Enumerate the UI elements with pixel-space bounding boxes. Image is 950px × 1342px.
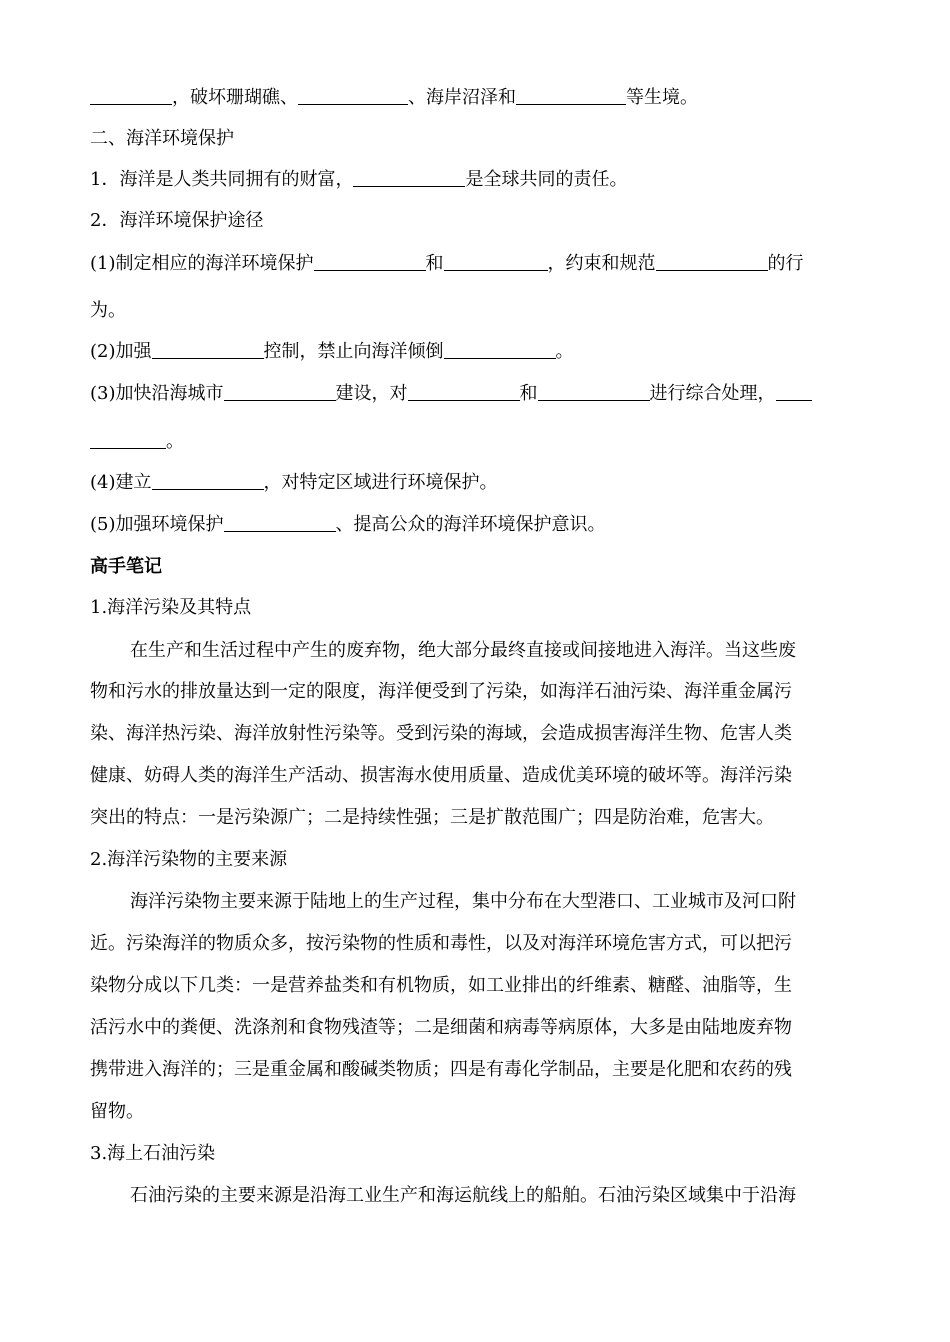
blank[interactable]	[152, 471, 264, 490]
blank[interactable]	[656, 252, 768, 271]
text: 。	[166, 431, 184, 452]
blank[interactable]	[224, 382, 336, 401]
paragraph-line: 海洋污染物主要来源于陆地上的生产过程，集中分布在大型港口、工业城市及河口附	[130, 891, 796, 912]
text: ，对特定区域进行环境保护。	[263, 472, 498, 493]
text-line: 2．海洋环境保护途径	[90, 210, 264, 231]
blank[interactable]	[224, 513, 336, 532]
text-line	[90, 168, 862, 192]
paragraph-line: 携带进入海洋的；三是重金属和酸碱类物质；四是有毒化学制品，主要是化肥和农药的残	[90, 1059, 792, 1080]
notes-section-title: 3.海上石油污染	[90, 1143, 216, 1164]
notes-section-title: 1.海洋污染及其特点	[90, 597, 252, 618]
text: 、海岸沼泽和	[408, 87, 516, 108]
text-line	[90, 340, 862, 364]
blank[interactable]	[408, 382, 520, 401]
text: ，约束和规范	[547, 253, 656, 274]
paragraph-line: 物和污水的排放量达到一定的限度，海洋便受到了污染，如海洋石油污染、海洋重金属污	[90, 681, 792, 702]
text: 。	[555, 341, 574, 362]
blank[interactable]	[90, 86, 172, 105]
text-line	[90, 430, 862, 454]
blank[interactable]	[444, 340, 556, 359]
paragraph-line: 健康、妨碍人类的海洋生产活动、损害海水使用质量、造成优美环境的破坏等。海洋污染	[90, 765, 792, 786]
paragraph-line: 近。污染海洋的物质众多，按污染物的性质和毒性，以及对海洋环境危害方式，可以把污	[90, 933, 792, 954]
notes-title: 高手笔记	[90, 556, 162, 577]
text: 建设，对	[335, 383, 408, 404]
text: (3)加快沿海城市	[90, 383, 224, 404]
blank[interactable]	[444, 252, 548, 271]
text-line	[90, 513, 862, 537]
text: 、提高公众的海洋环境保护意识。	[335, 514, 606, 535]
text-line	[90, 382, 862, 406]
text: 等生境。	[626, 87, 698, 108]
paragraph-line: 染、海洋热污染、海洋放射性污染等。受到污染的海域，会造成损害海洋生物、危害人类	[90, 723, 792, 744]
text: 的行	[767, 253, 804, 274]
paragraph-line: 在生产和生活过程中产生的废弃物，绝大部分最终直接或间接地进入海洋。当这些废	[130, 640, 796, 661]
paragraph-line: 突出的特点：一是污染源广；二是持续性强；三是扩散范围广；四是防治难，危害大。	[90, 807, 774, 828]
notes-section-title: 2.海洋污染物的主要来源	[90, 849, 288, 870]
paragraph-line: 染物分成以下几类：一是营养盐类和有机物质，如工业排出的纤维素、糖醛、油脂等，生	[90, 975, 792, 996]
text: 和	[425, 253, 444, 274]
blank[interactable]	[298, 86, 408, 105]
blank[interactable]	[314, 252, 426, 271]
text-line	[90, 252, 862, 276]
text: ，破坏珊瑚礁、	[172, 87, 298, 108]
blank[interactable]	[90, 430, 166, 449]
text: 控制，禁止向海洋倾倒	[263, 341, 444, 362]
paragraph-line: 石油污染的主要来源是沿海工业生产和海运航线上的船舶。石油污染区域集中于沿海	[130, 1185, 796, 1206]
text: (1)制定相应的海洋环境保护	[90, 253, 314, 274]
paragraph-line: 留物。	[90, 1101, 144, 1122]
text-line	[90, 471, 862, 495]
text: (4)建立	[90, 472, 152, 493]
text-line	[90, 86, 862, 110]
blank[interactable]	[538, 382, 650, 401]
blank[interactable]	[776, 382, 812, 401]
text: 进行综合处理，	[649, 383, 776, 404]
text: 和	[519, 383, 538, 404]
section-heading: 二、海洋环境保护	[90, 128, 234, 149]
text-line: 为。	[90, 300, 126, 321]
text: 1．海洋是人类共同拥有的财富，	[90, 169, 354, 190]
blank[interactable]	[516, 86, 626, 105]
paragraph-line: 活污水中的粪便、洗涤剂和食物残渣等；二是细菌和病毒等病原体，大多是由陆地废弃物	[90, 1017, 792, 1038]
text: (2)加强	[90, 341, 152, 362]
blank[interactable]	[152, 340, 264, 359]
text: 是全球共同的责任。	[465, 169, 628, 190]
text: (5)加强环境保护	[90, 514, 224, 535]
blank[interactable]	[353, 168, 465, 187]
